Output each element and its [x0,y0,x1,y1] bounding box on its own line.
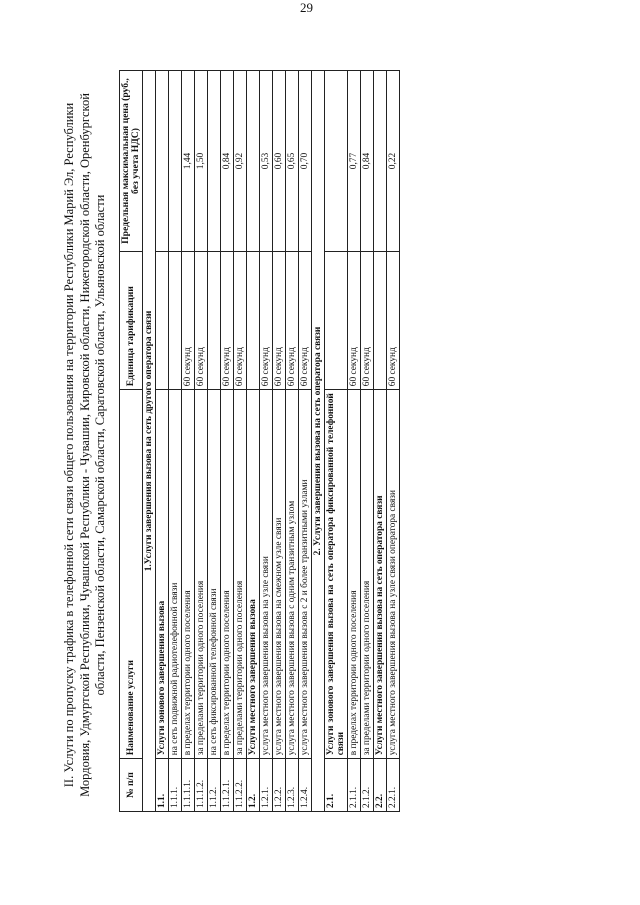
row-num: 1.1.1.2. [194,759,207,812]
row-price [373,71,386,252]
row-unit: 60 секунд [285,252,298,390]
row-price [155,71,168,252]
table-row [246,71,259,812]
row-unit: 60 секунд [298,252,311,390]
section-title: 1.Услуги завершения вызова на сеть другого оператора связи [142,71,155,812]
row-unit: 60 секунд [194,252,207,390]
table-row [373,71,386,812]
col-header-name: Наименование услуги [119,390,142,759]
row-num: 1.1.1. [168,759,181,812]
row-unit: 60 секунд [233,252,246,390]
row-name: Услуги местного завершения вызова [246,390,259,759]
row-num: 1.1.2.1. [220,759,233,812]
row-num: 1.1.2.2. [233,759,246,812]
row-num: 2.1.1. [347,759,360,812]
row-name: услуга местного завершения вызова на узле связи оператора связи [386,390,399,759]
row-num: 1.2.1. [259,759,272,812]
row-unit [207,252,220,390]
col-header-price: Предельная максимальная цена (руб., без учета НДС) [119,71,142,252]
row-unit: 60 секунд [386,252,399,390]
row-num: 2.2. [373,759,386,812]
table-row [259,71,272,812]
table-row [360,71,373,812]
table-row [207,71,220,812]
table-row [233,71,246,812]
row-name: в пределах территории одного поселения [181,390,194,759]
table-body [142,71,399,812]
row-unit: 60 секунд [220,252,233,390]
row-unit: 60 секунд [181,252,194,390]
row-name: услуга местного завершения вызова на узле связи [259,390,272,759]
row-name: Услуги зонового завершения вызова [155,390,168,759]
table-section-row [311,71,324,812]
row-price: 1,50 [194,71,207,252]
table-row [298,71,311,812]
row-num: 1.2. [246,759,259,812]
row-num: 1.1.1.1. [181,759,194,812]
row-name: за пределами территории одного поселения [233,390,246,759]
row-unit: 60 секунд [272,252,285,390]
row-price [207,71,220,252]
row-unit [155,252,168,390]
row-price: 0,60 [272,71,285,252]
row-name: услуга местного завершения вызова на смежном узле связи [272,390,285,759]
row-price: 0,70 [298,71,311,252]
row-num: 2.1. [324,759,347,812]
row-name: за пределами территории одного поселения [360,390,373,759]
row-price: 0,77 [347,71,360,252]
table-row [168,71,181,812]
row-unit [324,252,347,390]
row-num: 2.1.2. [360,759,373,812]
section-heading: II. Услуги по пропуску трафика в телефонной сети связи общего пользования на территории Республики Марий Эл, Республики Мордовия, Удмуртской Республики, Чувашской Республики - Чувашии, Кировской области, Нижегородской области, Оренбургской области, Пензенской области, Самарской области, Саратовской области, Ульяновской области [62,93,107,797]
row-num: 1.2.2. [272,759,285,812]
table-row [347,71,360,812]
row-name: в пределах территории одного поселения [347,390,360,759]
table-header-row [119,71,142,812]
col-header-unit: Единица тарификации [119,252,142,390]
row-name: на сеть фиксированной телефонной связи [207,390,220,759]
section-title: 2. Услуги завершения вызова на сеть оператора связи [311,71,324,812]
row-num: 1.1. [155,759,168,812]
table-row [194,71,207,812]
row-unit [373,252,386,390]
table-row [324,71,347,812]
row-price: 1,44 [181,71,194,252]
table-row [386,71,399,812]
row-unit: 60 секунд [360,252,373,390]
tariff-table [119,70,400,812]
rotated-content [62,70,582,830]
row-price: 0,92 [233,71,246,252]
row-name: услуга местного завершения вызова с 2 и более транзитными узлами [298,390,311,759]
table-row [181,71,194,812]
row-num: 1.2.3. [285,759,298,812]
page-number: 29 [300,0,313,15]
row-name: на сеть подвижной радиотелефонной связи [168,390,181,759]
row-unit: 60 секунд [347,252,360,390]
table-row [285,71,298,812]
row-price: 0,22 [386,71,399,252]
row-price: 0,84 [220,71,233,252]
row-unit [246,252,259,390]
table-section-row [142,71,155,812]
row-num: 1.2.4. [298,759,311,812]
table-row [155,71,168,812]
row-price: 0,53 [259,71,272,252]
row-price [246,71,259,252]
row-num: 1.1.2. [207,759,220,812]
table-row [272,71,285,812]
row-num: 2.2.1. [386,759,399,812]
row-price [168,71,181,252]
row-name: в пределах территории одного поселения [220,390,233,759]
row-name: Услуги зонового завершения вызова на сеть оператора фиксированной телефонной связи [324,390,347,759]
row-unit [168,252,181,390]
row-name: за пределами территории одного поселения [194,390,207,759]
row-price [324,71,347,252]
row-name: Услуги местного завершения вызова на сеть оператора связи [373,390,386,759]
row-price: 0,84 [360,71,373,252]
table-row [220,71,233,812]
col-header-num: № п/п [119,759,142,812]
row-price: 0,65 [285,71,298,252]
row-name: услуга местного завершения вызова с одним транзитным узлом [285,390,298,759]
row-unit: 60 секунд [259,252,272,390]
